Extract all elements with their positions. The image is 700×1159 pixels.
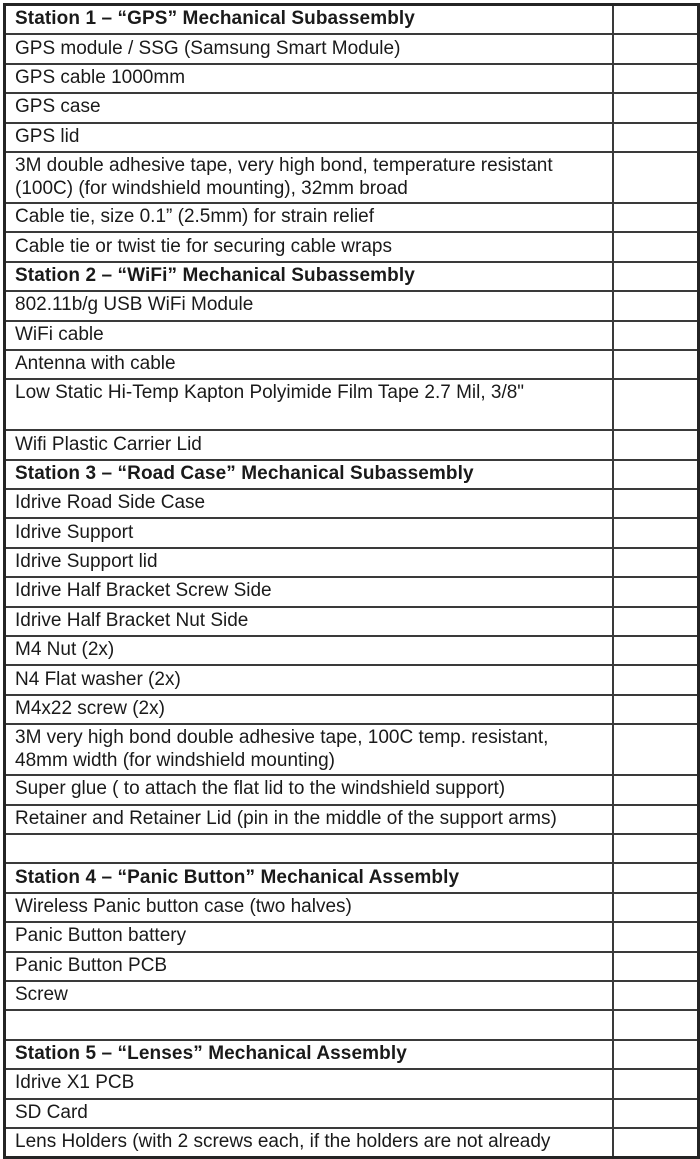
check-cell: [613, 64, 699, 93]
check-cell: [613, 93, 699, 122]
section-header-row: [5, 262, 699, 291]
table-row: [5, 724, 699, 775]
table-row: [5, 489, 699, 518]
item-name-cell: 802.11b/g USB WiFi Module: [5, 291, 613, 320]
item-name-cell: Idrive Road Side Case: [5, 489, 613, 518]
table-row: [5, 430, 699, 459]
check-cell: [613, 863, 699, 892]
table-row: [5, 695, 699, 724]
section-header-cell: Station 1 – “GPS” Mechanical Subassembly: [5, 5, 613, 35]
check-cell: [613, 636, 699, 665]
check-cell: [613, 805, 699, 834]
table-row: [5, 805, 699, 834]
item-name-cell: Wifi Plastic Carrier Lid: [5, 430, 613, 459]
check-cell: [613, 262, 699, 291]
table-row: [5, 203, 699, 232]
item-name-cell: GPS module / SSG (Samsung Smart Module): [5, 34, 613, 63]
check-cell: [613, 379, 699, 430]
check-cell: [613, 203, 699, 232]
check-cell: [613, 232, 699, 261]
item-name-cell: Panic Button PCB: [5, 952, 613, 981]
item-name-cell: Idrive Half Bracket Screw Side: [5, 577, 613, 606]
check-cell: [613, 1010, 699, 1039]
check-cell: [613, 34, 699, 63]
check-cell: [613, 981, 699, 1010]
item-name-cell: [5, 1010, 613, 1039]
check-cell: [613, 321, 699, 350]
parts-checklist-table: [3, 3, 700, 1159]
table-row: [5, 93, 699, 122]
parts-table-body: [5, 5, 699, 1158]
item-name-cell: Panic Button battery: [5, 922, 613, 951]
item-name-cell: SD Card: [5, 1099, 613, 1128]
item-name-cell: 3M very high bond double adhesive tape, 100C temp. resistant, 48mm width (for windshield mounting): [5, 724, 613, 775]
item-name-cell: M4 Nut (2x): [5, 636, 613, 665]
table-row: [5, 64, 699, 93]
item-name-cell: Idrive Support: [5, 518, 613, 547]
section-header-row: [5, 5, 699, 35]
table-row: [5, 922, 699, 951]
section-header-cell: Station 2 – “WiFi” Mechanical Subassembly: [5, 262, 613, 291]
table-row: [5, 34, 699, 63]
table-row: [5, 577, 699, 606]
item-name-cell: GPS lid: [5, 123, 613, 152]
table-row: [5, 952, 699, 981]
check-cell: [613, 922, 699, 951]
check-cell: [613, 548, 699, 577]
check-cell: [613, 489, 699, 518]
section-header-cell: Station 3 – “Road Case” Mechanical Subassembly: [5, 460, 613, 489]
item-name-cell: Super glue ( to attach the flat lid to the windshield support): [5, 775, 613, 804]
check-cell: [613, 577, 699, 606]
item-name-cell: [5, 834, 613, 863]
check-cell: [613, 152, 699, 203]
check-cell: [613, 350, 699, 379]
item-name-cell: Idrive Half Bracket Nut Side: [5, 607, 613, 636]
check-cell: [613, 695, 699, 724]
table-row: [5, 607, 699, 636]
table-row: [5, 1128, 699, 1158]
item-name-cell: Wireless Panic button case (two halves): [5, 893, 613, 922]
check-cell: [613, 430, 699, 459]
item-name-cell: Lens Holders (with 2 screws each, if the holders are not already: [5, 1128, 613, 1158]
blank-row: [5, 1010, 699, 1039]
item-name-cell: GPS case: [5, 93, 613, 122]
table-row: [5, 981, 699, 1010]
check-cell: [613, 123, 699, 152]
table-row: [5, 350, 699, 379]
table-row: [5, 518, 699, 547]
table-row: [5, 775, 699, 804]
item-name-cell: 3M double adhesive tape, very high bond, temperature resistant (100C) (for windshield mounting), 32mm broad: [5, 152, 613, 203]
table-row: [5, 665, 699, 694]
check-cell: [613, 952, 699, 981]
table-row: [5, 291, 699, 320]
table-row: [5, 379, 699, 430]
check-cell: [613, 5, 699, 35]
check-cell: [613, 834, 699, 863]
check-cell: [613, 518, 699, 547]
section-header-cell: Station 5 – “Lenses” Mechanical Assembly: [5, 1040, 613, 1069]
check-cell: [613, 775, 699, 804]
check-cell: [613, 1099, 699, 1128]
table-row: [5, 1099, 699, 1128]
blank-row: [5, 834, 699, 863]
item-name-cell: WiFi cable: [5, 321, 613, 350]
section-header-cell: Station 4 – “Panic Button” Mechanical Assembly: [5, 863, 613, 892]
check-cell: [613, 607, 699, 636]
item-name-cell: Low Static Hi-Temp Kapton Polyimide Film Tape 2.7 Mil, 3/8": [5, 379, 613, 430]
check-cell: [613, 893, 699, 922]
check-cell: [613, 724, 699, 775]
table-row: [5, 636, 699, 665]
section-header-row: [5, 863, 699, 892]
table-row: [5, 548, 699, 577]
check-cell: [613, 1040, 699, 1069]
item-name-cell: Idrive X1 PCB: [5, 1069, 613, 1098]
section-header-row: [5, 460, 699, 489]
item-name-cell: Idrive Support lid: [5, 548, 613, 577]
table-row: [5, 123, 699, 152]
table-row: [5, 232, 699, 261]
item-name-cell: Cable tie or twist tie for securing cable wraps: [5, 232, 613, 261]
table-row: [5, 321, 699, 350]
item-name-cell: Retainer and Retainer Lid (pin in the middle of the support arms): [5, 805, 613, 834]
item-name-cell: Antenna with cable: [5, 350, 613, 379]
item-name-cell: GPS cable 1000mm: [5, 64, 613, 93]
check-cell: [613, 460, 699, 489]
section-header-row: [5, 1040, 699, 1069]
check-cell: [613, 291, 699, 320]
check-cell: [613, 665, 699, 694]
item-name-cell: Screw: [5, 981, 613, 1010]
table-row: [5, 893, 699, 922]
item-name-cell: Cable tie, size 0.1” (2.5mm) for strain relief: [5, 203, 613, 232]
table-row: [5, 152, 699, 203]
item-name-cell: M4x22 screw (2x): [5, 695, 613, 724]
item-name-cell: N4 Flat washer (2x): [5, 665, 613, 694]
check-cell: [613, 1128, 699, 1158]
